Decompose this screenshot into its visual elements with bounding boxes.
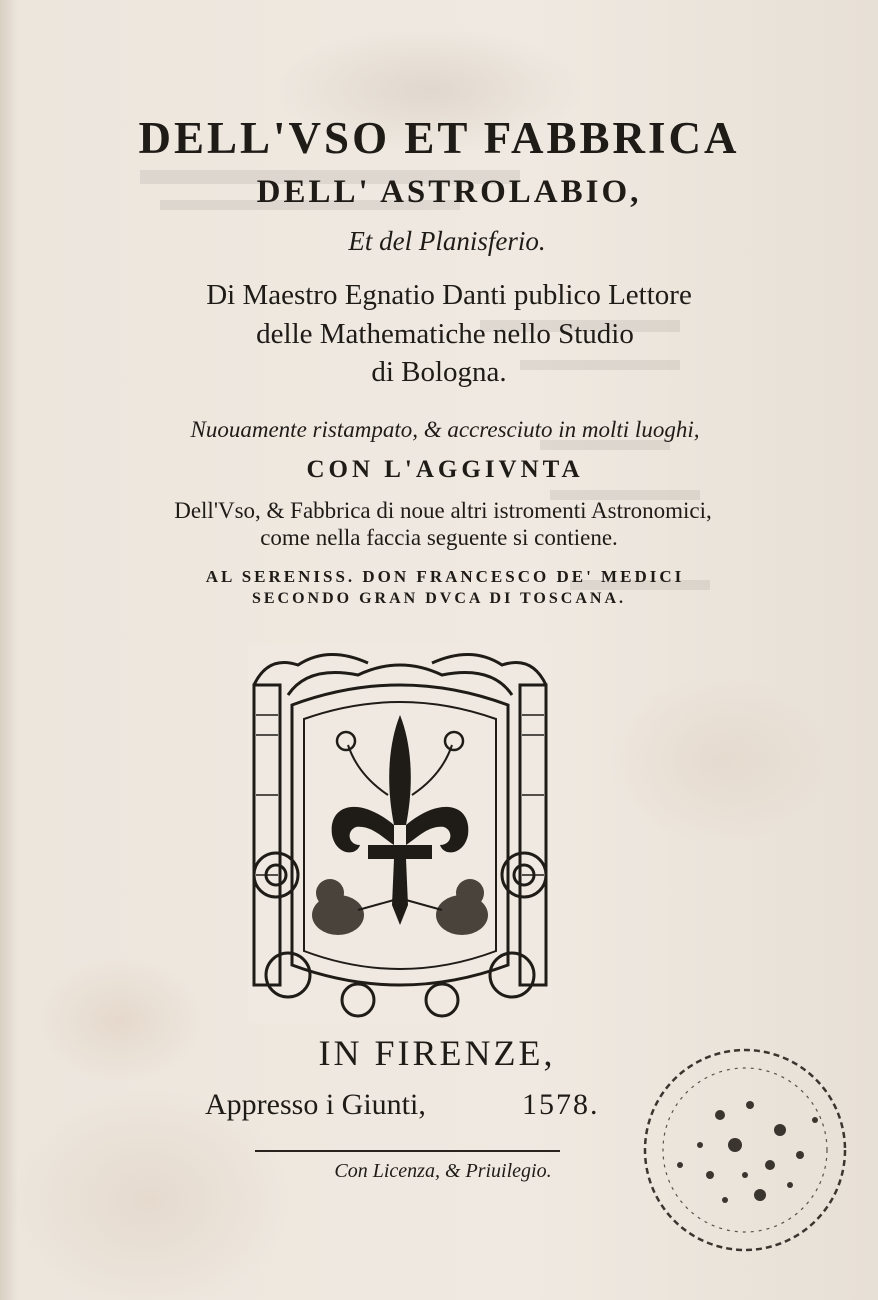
title-line-1: DELL'VSO ET FABBRICA (138, 113, 740, 163)
imprint-publisher: Appresso i Giunti, (205, 1088, 426, 1121)
reprint-note: Nuouamente ristampato, & accresciuto in molti luoghi, (190, 417, 700, 442)
license-note: Con Licenza, & Priuilegio. (334, 1160, 552, 1182)
dedication-line-2: SECONDO GRAN DVCA DI TOSCANA. (251, 590, 626, 607)
imprint-place: IN FIRENZE, (318, 1033, 556, 1073)
addition-heading: CON L'AGGIVNTA (306, 456, 584, 483)
divider-rule (255, 1150, 560, 1152)
addition-line-1: Dell'Vso, & Fabbrica di noue altri istromenti Astronomici, (174, 498, 712, 523)
author-line-3: di Bologna. (371, 356, 507, 388)
title-line-2: DELL' ASTROLABIO, (256, 174, 642, 210)
addition-line-2: come nella faccia seguente si contiene. (260, 525, 618, 550)
library-stamp-icon (640, 1045, 850, 1255)
fleur-de-lis-printer-device-icon (248, 645, 552, 1023)
title-line-3: Et del Planisferio. (348, 226, 546, 256)
author-line-1: Di Maestro Egnatio Danti publico Lettore (206, 279, 692, 311)
dedication-line-1: AL SERENISS. DON FRANCESCO DE' MEDICI (205, 567, 685, 586)
imprint-year: 1578. (522, 1088, 600, 1121)
author-line-2: delle Mathematiche nello Studio (256, 318, 634, 350)
